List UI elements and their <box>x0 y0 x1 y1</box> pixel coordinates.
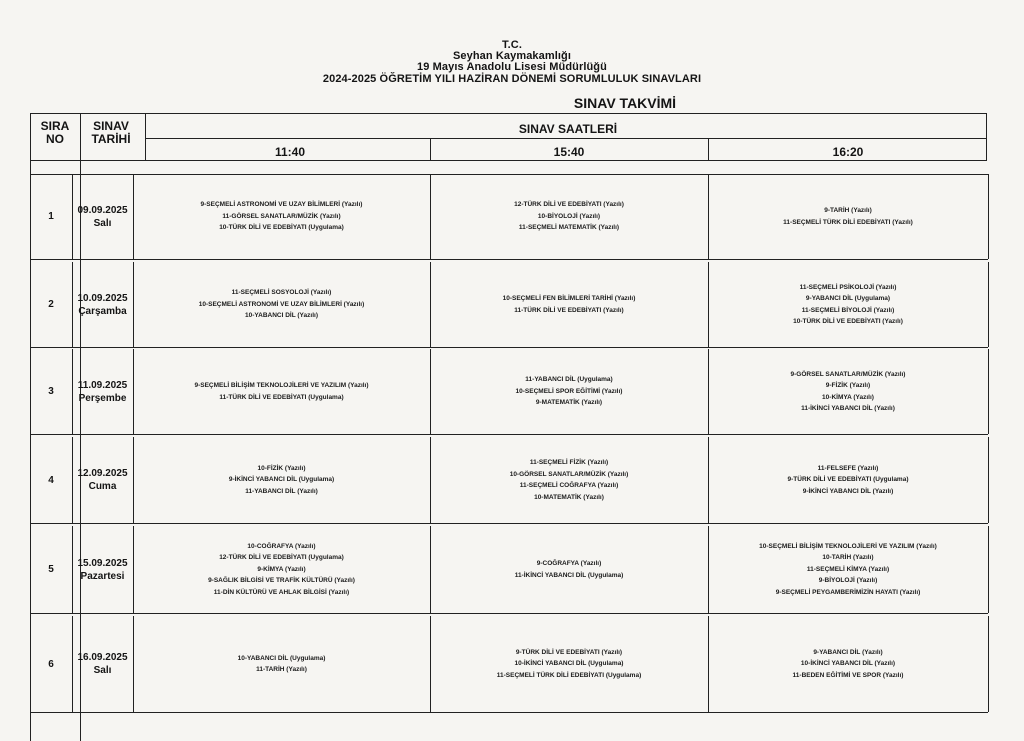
exam-day: Salı <box>93 665 112 676</box>
table-vline <box>145 113 146 161</box>
exam-slot-1 <box>133 174 430 259</box>
exam-slot-3 <box>708 349 988 434</box>
exam-slot-3 <box>708 526 988 613</box>
row-date <box>72 174 133 259</box>
time-header-3: 16:20 <box>832 145 864 159</box>
row-date <box>72 262 133 347</box>
time-header-1: 11:40 <box>274 145 306 159</box>
exam-course: 11-DİN KÜLTÜRÜ VE AHLAK BİLGİSİ (Yazılı) <box>213 588 350 596</box>
exam-date: 15.09.2025 <box>77 557 128 569</box>
exam-course: 10-GÖRSEL SANATLAR/MÜZİK (Yazılı) <box>509 470 629 478</box>
table-vline <box>988 262 989 347</box>
exam-course: 9-BİYOLOJİ (Yazılı) <box>818 577 878 585</box>
exam-course: 11-SEÇMELİ TÜRK DİLİ EDEBİYATI (Yazılı) <box>783 218 913 226</box>
exam-slot-2 <box>430 616 708 712</box>
exam-course: 10-COĞRAFYA (Yazılı) <box>247 542 316 550</box>
exam-course: 10-İKİNCİ YABANCI DİL (Yazılı) <box>800 660 896 668</box>
exam-course: 11-TÜRK DİLİ VE EDEBİYATI (Uygulama) <box>219 393 344 401</box>
exam-slot-1 <box>133 616 430 712</box>
exam-slot-3 <box>708 437 988 523</box>
exam-date: 10.09.2025 <box>77 292 128 304</box>
exam-course: 10-KİMYA (Yazılı) <box>822 393 874 401</box>
exam-course: 10-BİYOLOJİ (Yazılı) <box>537 212 601 220</box>
exam-slot-1 <box>133 526 430 613</box>
exam-course: 9-YABANCI DİL (Uygulama) <box>805 295 891 302</box>
exam-date: 12.09.2025 <box>77 468 128 479</box>
exam-slot-3 <box>708 616 988 712</box>
exam-course: 9-KİMYA (Yazılı) <box>257 565 306 573</box>
exam-course: 10-TÜRK DİLİ VE EDEBİYATI (Yazılı) <box>793 318 903 325</box>
exam-course: 9-GÖRSEL SANATLAR/MÜZİK (Yazılı) <box>790 370 906 378</box>
exam-course: 11-SEÇMELİ TÜRK DİLİ EDEBİYATI (Uygulama) <box>496 671 642 679</box>
table-vline <box>988 526 989 613</box>
exam-course: 11-BEDEN EĞİTİMİ VE SPOR (Yazılı) <box>792 671 904 679</box>
exam-course: 10-YABANCI DİL (Uygulama) <box>237 654 326 662</box>
table-hline <box>30 523 988 524</box>
exam-course: 11-YABANCI DİL (Uygulama) <box>525 376 613 384</box>
exam-course: 11-TARİH (Yazılı) <box>256 666 307 673</box>
exam-course: 12-TÜRK DİLİ VE EDEBİYATI (Uygulama) <box>219 554 344 562</box>
exam-course: 9-TÜRK DİLİ VE EDEBİYATI (Uygulama) <box>787 476 909 484</box>
row-number: 1 <box>48 211 54 222</box>
exam-slot-2 <box>430 349 708 434</box>
time-header-2: 15:40 <box>553 145 585 159</box>
exam-day: Çarşamba <box>78 305 127 317</box>
table-vline <box>988 174 989 259</box>
table-hline <box>30 347 988 348</box>
exam-course: 10-SEÇMELİ ASTRONOMİ VE UZAY BİLİMLERİ (Yazılı) <box>198 300 365 308</box>
exam-course: 11-SEÇMELİ BİYOLOJİ (Yazılı) <box>801 306 895 314</box>
row-number: 5 <box>48 564 54 575</box>
exam-course: 10-SEÇMELİ FEN BİLİMLERİ TARİHİ (Yazılı) <box>502 295 636 302</box>
exam-slot-3 <box>708 174 988 259</box>
header-kaymakamlik: Seyhan Kaymakamlığı <box>452 50 572 62</box>
exam-course: 11-GÖRSEL SANATLAR/MÜZİK (Yazılı) <box>222 212 341 220</box>
exam-course: 10-SEÇMELİ BİLİŞİM TEKNOLOJİLERİ VE YAZILIM (Yazılı) <box>759 542 937 550</box>
header-exam-period: 2024-2025 ÖĞRETİM YILI HAZİRAN DÖNEMİ SORUMLULUK SINAVLARI <box>322 73 702 85</box>
row-date <box>72 349 133 434</box>
exam-course: 9-MATEMATİK (Yazılı) <box>535 399 603 407</box>
exam-slot-2 <box>430 262 708 347</box>
exam-course: 10-TARİH (Yazılı) <box>822 554 874 562</box>
exam-course: 12-TÜRK DİLİ VE EDEBİYATI (Yazılı) <box>514 201 624 209</box>
exam-course: 9-İKİNCİ YABANCI DİL (Yazılı) <box>802 487 894 495</box>
exam-date: 16.09.2025 <box>77 652 128 663</box>
col-header-sira: SIRA NO <box>40 119 70 146</box>
table-vline <box>988 349 989 434</box>
exam-course: 11-SEÇMELİ FİZİK (Yazılı) <box>529 459 609 466</box>
header-school: 19 Mayıs Anadolu Lisesi Müdürlüğü <box>417 61 607 73</box>
exam-course: 10-FİZİK (Yazılı) <box>257 464 306 472</box>
exam-course: 11-SEÇMELİ KİMYA (Yazılı) <box>806 565 890 573</box>
row-number: 2 <box>48 299 54 310</box>
exam-course: 10-MATEMATİK (Yazılı) <box>534 493 604 501</box>
exam-date: 09.09.2025 <box>77 204 128 216</box>
table-hline <box>145 138 986 139</box>
exam-course: 9-TÜRK DİLİ VE EDEBİYATI (Yazılı) <box>515 648 623 656</box>
exam-course: 9-YABANCI DİL (Yazılı) <box>813 648 883 656</box>
col-header-tarih: SINAV TARİHİ <box>91 119 131 146</box>
row-number: 3 <box>48 386 54 397</box>
exam-slot-2 <box>430 174 708 259</box>
exam-day: Perşembe <box>78 392 127 404</box>
exam-course: 11-SEÇMELİ MATEMATİK (Yazılı) <box>518 224 620 232</box>
row-date <box>72 616 133 712</box>
exam-slot-1 <box>133 349 430 434</box>
exam-slot-2 <box>430 437 708 523</box>
exam-course: 9-SAĞLIK BİLGİSİ VE TRAFİK KÜLTÜRÜ (Yazılı) <box>208 577 355 585</box>
exam-course: 9-SEÇMELİ ASTRONOMİ VE UZAY BİLİMLERİ (Yazılı) <box>200 201 363 209</box>
exam-course: 10-İKİNCİ YABANCI DİL (Uygulama) <box>514 660 624 668</box>
row-date <box>72 437 133 523</box>
exam-course: 9-COĞRAFYA (Yazılı) <box>536 560 602 567</box>
exam-day: Pazartesi <box>80 570 125 582</box>
row-number: 6 <box>48 658 54 670</box>
exam-course: 9-FİZİK (Yazılı) <box>825 382 871 389</box>
table-vline <box>988 616 989 712</box>
exam-course: 11-İKİNCİ YABANCI DİL (Uygulama) <box>514 571 624 579</box>
exam-date: 11.09.2025 <box>77 379 128 391</box>
exam-day: Salı <box>93 217 112 229</box>
row-number: 4 <box>48 474 54 486</box>
exam-course: 11-FELSEFE (Yazılı) <box>817 464 879 472</box>
table-hline <box>30 434 988 435</box>
row-date <box>72 526 133 613</box>
exam-course: 9-İKİNCİ YABANCI DİL (Uygulama) <box>228 476 335 484</box>
exam-slot-2 <box>430 526 708 613</box>
exam-course: 9-SEÇMELİ BİLİŞİM TEKNOLOJİLERİ VE YAZILIM (Yazılı) <box>194 382 369 389</box>
exam-course: 11-SEÇMELİ COĞRAFYA (Yazılı) <box>519 482 619 489</box>
exam-course: 10-TÜRK DİLİ VE EDEBİYATI (Uygulama) <box>219 224 344 232</box>
exam-course: 10-YABANCI DİL (Yazılı) <box>245 312 318 320</box>
exam-slot-1 <box>133 437 430 523</box>
table-hline <box>30 712 988 713</box>
exam-slot-3 <box>708 262 988 347</box>
table-hline <box>30 259 988 260</box>
exam-course: 11-İKİNCİ YABANCI DİL (Yazılı) <box>801 405 895 412</box>
exam-course: 9-TARİH (Yazılı) <box>824 207 872 214</box>
exam-course: 11-YABANCI DİL (Yazılı) <box>245 487 318 495</box>
table-hline <box>30 113 986 114</box>
table-hline <box>30 613 988 614</box>
exam-course: 11-SEÇMELİ PSİKOLOJİ (Yazılı) <box>799 283 897 291</box>
table-vline <box>988 437 989 523</box>
page-title: SINAV TAKVİMİ <box>573 95 677 111</box>
exam-course: 11-SEÇMELİ SOSYOLOJİ (Yazılı) <box>231 289 332 297</box>
header-tc: T.C. <box>502 39 522 51</box>
exam-slot-1 <box>133 262 430 347</box>
exam-course: 10-SEÇMELİ SPOR EĞİTİMİ (Yazılı) <box>515 387 623 395</box>
exam-course: 11-TÜRK DİLİ VE EDEBİYATI (Yazılı) <box>514 306 624 314</box>
exam-course: 9-SEÇMELİ PEYGAMBERİMİZİN HAYATI (Yazılı) <box>775 588 921 596</box>
table-hline <box>30 160 986 161</box>
exam-day: Cuma <box>88 481 117 492</box>
col-header-saatler: SINAV SAATLERİ <box>518 122 618 136</box>
